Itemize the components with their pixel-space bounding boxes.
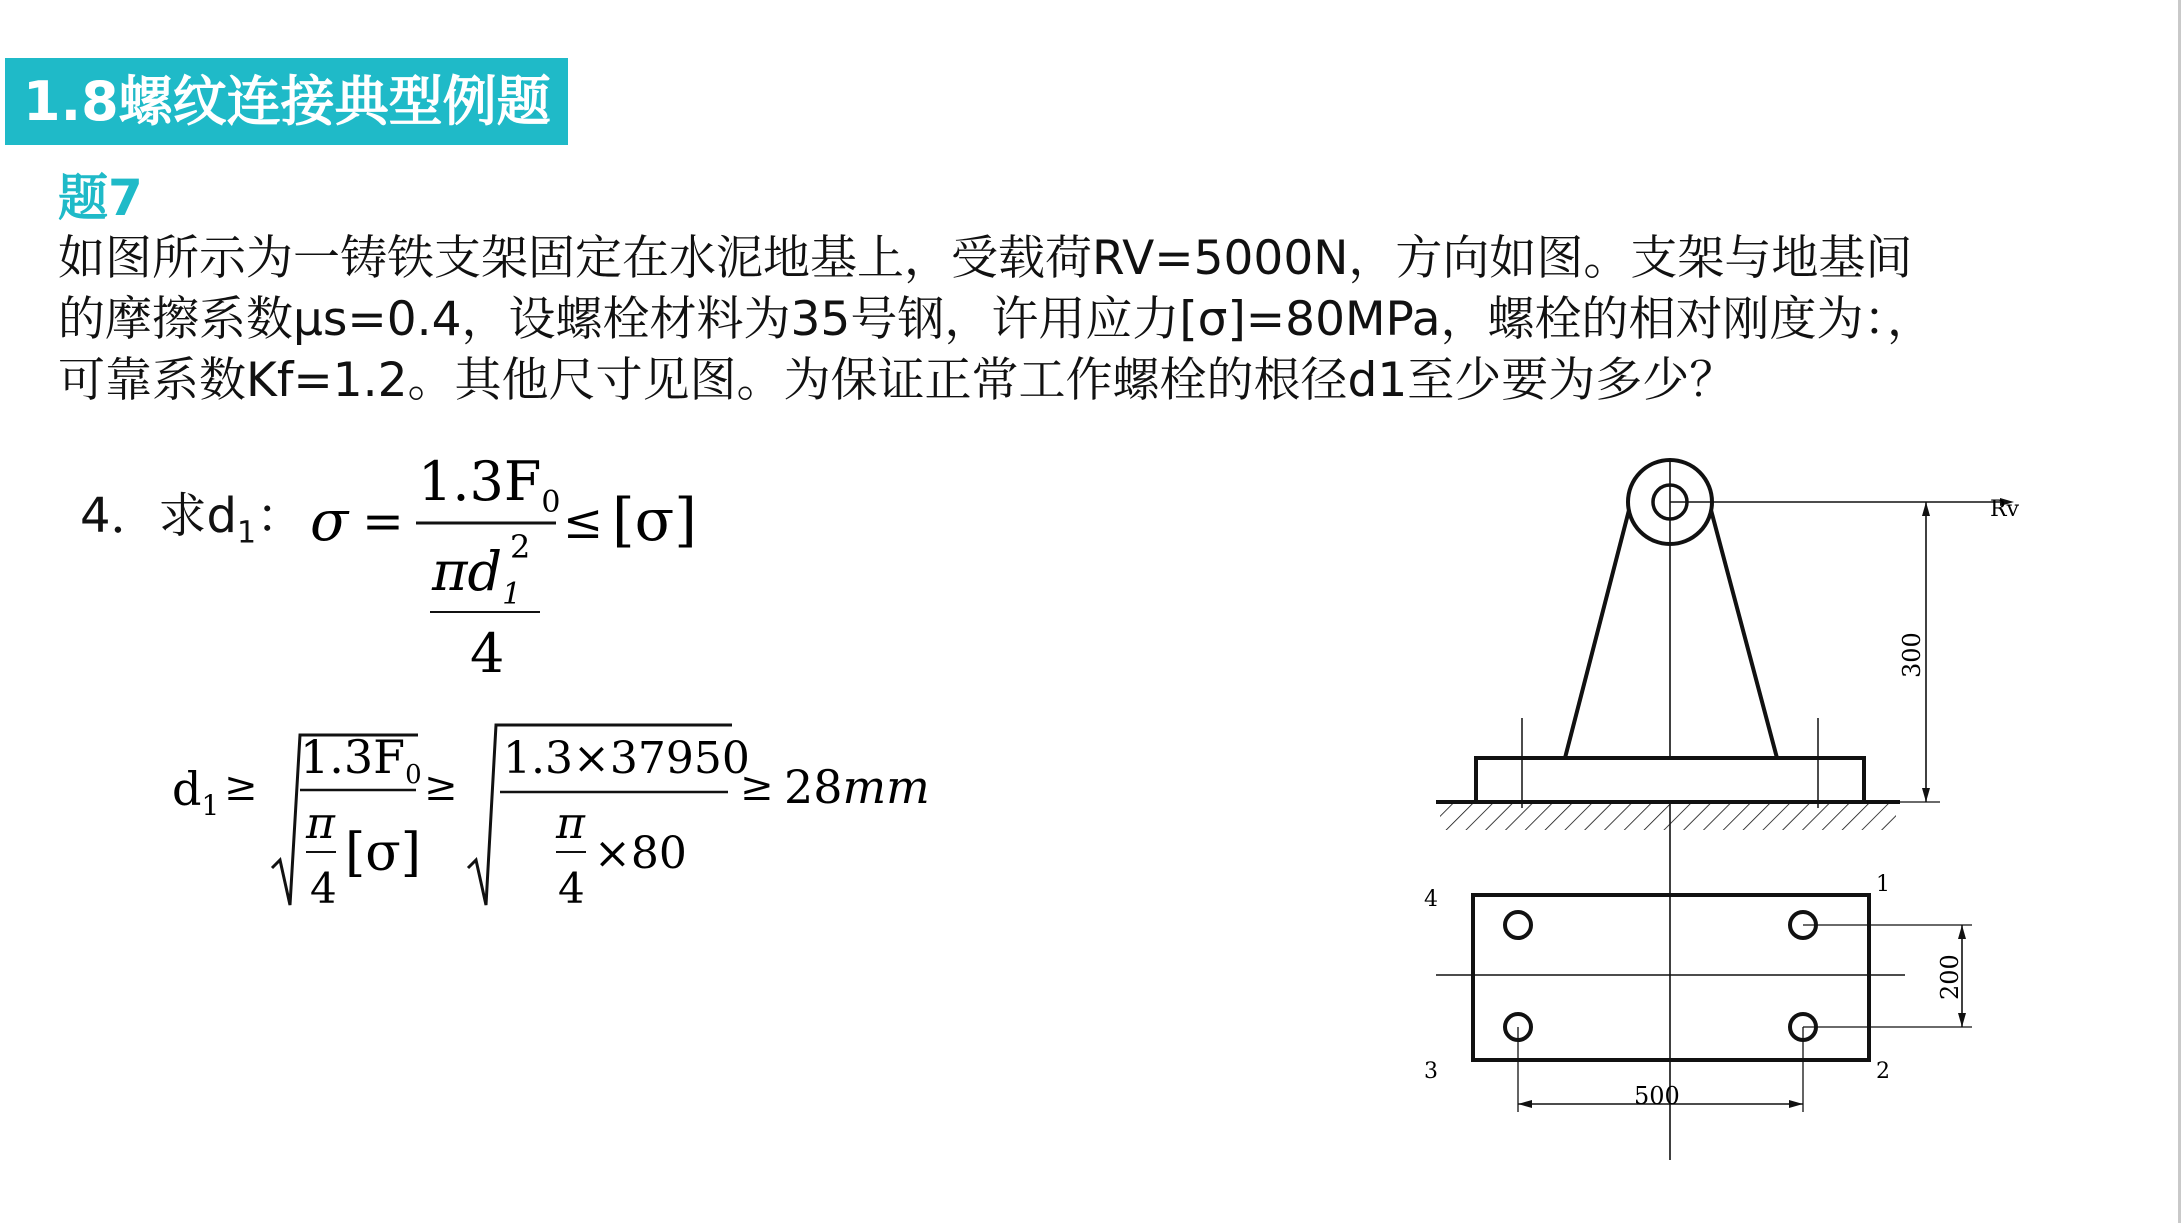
denominator-bottom: 4 <box>470 622 505 685</box>
step-label-sub: 1 <box>237 515 257 551</box>
problem-line: 的摩擦系数μs=0.4，设螺栓材料为35号钢，许用应力[σ]=80MPa，螺栓的相对刚度为：， <box>58 292 1935 347</box>
front-view <box>1436 460 2020 1160</box>
frac1-pi: π <box>306 798 335 849</box>
d1-symbol: $d_1$ <box>172 762 220 822</box>
numerator-text: $1.3F_0$ <box>418 450 561 520</box>
frac2-numerator: 1.3×37950 <box>503 733 750 784</box>
frac2-pi: π <box>556 798 585 849</box>
section-title: 1.8螺纹连接典型例题 <box>5 58 568 145</box>
ground-hatch <box>1440 804 1896 830</box>
frac2-four: 4 <box>558 864 585 913</box>
frac1-sigma: [σ] <box>345 823 422 883</box>
bolt-label-3: 3 <box>1424 1059 1438 1084</box>
frac1-four: 4 <box>310 864 337 913</box>
frac1-numerator: $1.3F_0$ <box>300 730 422 790</box>
bracket-drawing <box>1400 440 2060 1170</box>
frac2-times: ×80 <box>594 828 687 879</box>
step-label-text: 4．求d <box>80 488 238 544</box>
load-label: Rv <box>1990 497 2019 522</box>
bolt-label-4: 4 <box>1424 887 1438 912</box>
bolt-label-2: 2 <box>1876 1059 1890 1084</box>
bolt-hole-4 <box>1505 912 1531 938</box>
web-left-edge <box>1565 510 1629 758</box>
denominator-top: $\pi d_1$ <box>432 540 522 612</box>
denominator-sup: 2 <box>510 528 531 566</box>
problem-label: 题7 <box>58 169 143 227</box>
leq-sign: ≤ <box>563 494 604 550</box>
formula-stress <box>310 450 697 685</box>
dim-label-500: 500 <box>1634 1082 1680 1110</box>
geq-sign-2: ≥ <box>424 764 458 810</box>
base-plate <box>1476 758 1864 802</box>
web-right-edge <box>1711 510 1777 758</box>
formula-diameter <box>172 725 930 913</box>
equals-sign: = <box>362 492 404 550</box>
formulas <box>0 0 1000 950</box>
dim-label-200: 200 <box>1936 954 1964 1000</box>
allowable-stress: [σ] <box>612 486 697 554</box>
geq-sign-3: ≥ <box>740 764 774 810</box>
result-value: 28mm <box>784 760 930 814</box>
sigma-symbol: σ <box>310 489 349 554</box>
bolt-label-1: 1 <box>1876 872 1890 897</box>
dim-label-300: 300 <box>1898 632 1926 678</box>
problem-line: 如图所示为一铸铁支架固定在水泥地基上，受载荷RV=5000N，方向如图。支架与地基间 <box>58 231 1913 286</box>
base-plate-plan <box>1473 895 1869 1060</box>
plan-view <box>1424 872 1972 1112</box>
geq-sign-1: ≥ <box>224 764 258 810</box>
problem-line: 可靠系数Kf=1.2。其他尺寸见图。为保证正常工作螺栓的根径d1至少要为多少？ <box>58 353 1737 408</box>
step-label-colon: ： <box>256 488 305 544</box>
